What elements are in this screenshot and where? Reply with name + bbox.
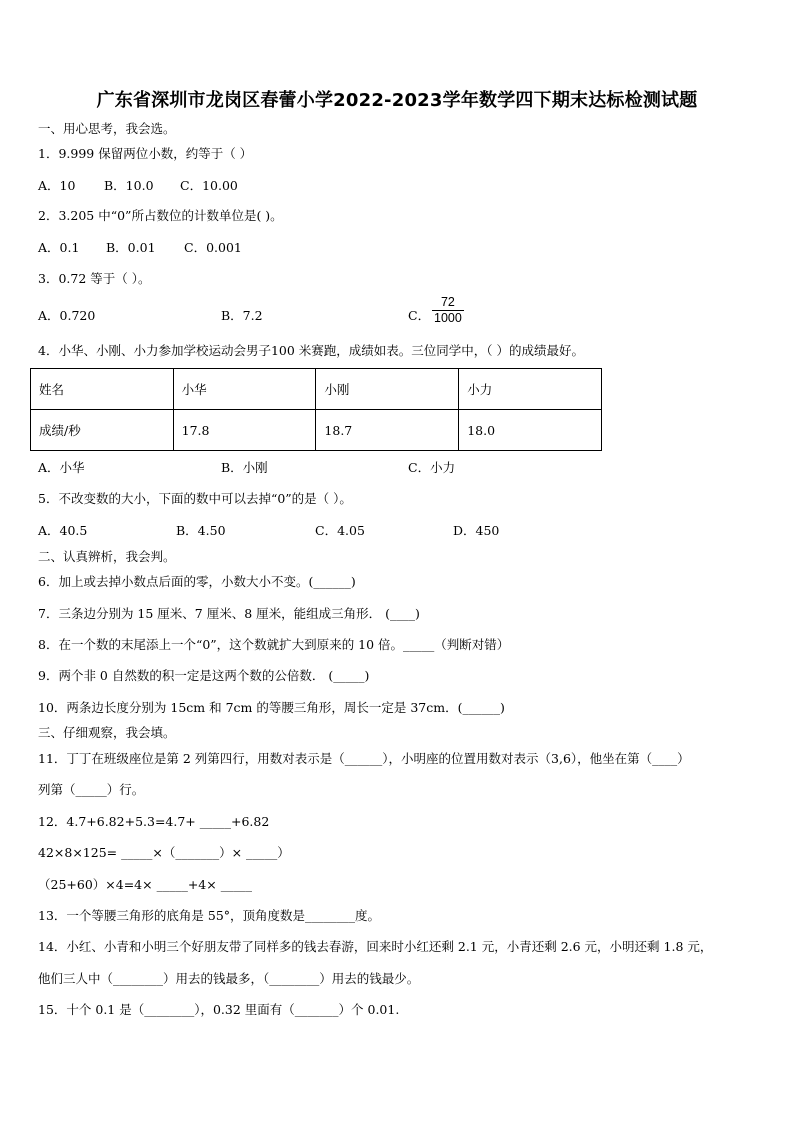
table-cell: 姓名 (31, 369, 174, 410)
question-3: 3．0.72 等于（ ）。 (38, 271, 151, 286)
question-11-cont: 列第（_____）行。 (38, 782, 145, 797)
question-1: 1．9.999 保留两位小数，约等于（ ） (38, 146, 253, 161)
table-cell: 小力 (459, 369, 602, 410)
question-15: 15．十个 0.1 是（________），0.32 里面有（_______）个 0.01. (38, 1002, 400, 1017)
question-14: 14．小红、小青和小明三个好朋友带了同样多的钱去春游，回来时小红还剩 2.1 元，小青还剩 2.6 元，小明还剩 1.8 元， (38, 939, 713, 954)
table-cell: 小刚 (316, 369, 459, 410)
option-a[interactable]: A．0.1 (38, 240, 80, 255)
option-b[interactable]: B．0.01 (106, 240, 156, 255)
question-4: 4．小华、小刚、小力参加学校运动会男子100 米赛跑，成绩如表。三位同学中，（ ）的成绩最好。 (38, 343, 585, 358)
option-c[interactable]: C．0.001 (184, 240, 242, 255)
option-c[interactable]: C．10.00 (180, 178, 238, 193)
question-12-part3: （25+60）×4=4× _____+4× _____ (38, 877, 252, 892)
fraction-denominator: 1000 (434, 311, 462, 325)
question-10: 10．两条边长度分别为 15cm 和 7cm 的等腰三角形，周长一定是 37cm．(______) (38, 700, 505, 715)
question-13: 13．一个等腰三角形的底角是 55°，顶角度数是________度。 (38, 908, 381, 923)
table-cell: 小华 (173, 369, 316, 410)
option-b[interactable]: B．小刚 (221, 460, 268, 475)
table-cell: 18.0 (459, 410, 602, 451)
question-14-cont: 他们三人中（________）用去的钱最多，（________）用去的钱最少。 (38, 971, 420, 986)
table-cell: 成绩/秒 (31, 410, 174, 451)
section-heading-2: 二、认真辨析，我会判。 (38, 549, 176, 564)
option-b[interactable]: B．4.50 (176, 523, 226, 538)
option-a[interactable]: A．40.5 (38, 523, 88, 538)
question-7: 7．三条边分别为 15 厘米、7 厘米、8 厘米，能组成三角形． (____) (38, 606, 420, 621)
table-row (31, 410, 602, 451)
section-heading-1: 一、用心思考，我会选。 (38, 121, 176, 136)
option-b[interactable]: B．10.0 (104, 178, 154, 193)
option-a[interactable]: A．0.720 (38, 308, 96, 323)
table-cell: 18.7 (316, 410, 459, 451)
question-6: 6．加上或去掉小数点后面的零，小数大小不变。(______) (38, 574, 356, 589)
table-cell: 17.8 (173, 410, 316, 451)
question-12: 12．4.7+6.82+5.3=4.7+ _____+6.82 (38, 814, 270, 829)
option-c[interactable]: C．小力 (408, 460, 456, 475)
option-c[interactable]: C． (408, 308, 431, 323)
question-2: 2．3.205 中“0”所占数位的计数单位是( )。 (38, 208, 283, 223)
question-5: 5．不改变数的大小，下面的数中可以去掉“0”的是（ ）。 (38, 491, 352, 506)
question-8: 8．在一个数的末尾添上一个“0”，这个数就扩大到原来的 10 倍。_____（判断对错） (38, 637, 510, 652)
section-heading-3: 三、仔细观察，我会填。 (38, 725, 176, 740)
score-table (30, 368, 602, 451)
question-11: 11．丁丁在班级座位是第 2 列第四行，用数对表示是（______），小明座的位置用数对表示（3,6），他坐在第（____） (38, 751, 690, 766)
option-d[interactable]: D．450 (453, 523, 500, 538)
option-a[interactable]: A．10 (38, 178, 76, 193)
fraction-numerator: 72 (440, 295, 455, 309)
question-9: 9．两个非 0 自然数的积一定是这两个数的公倍数． (_____) (38, 668, 370, 683)
table-header-row (31, 369, 602, 410)
option-b[interactable]: B．7.2 (221, 308, 263, 323)
option-a[interactable]: A．小华 (38, 460, 85, 475)
question-12-part2: 42×8×125= _____×（_______）× _____） (38, 845, 290, 860)
fraction-72-over-1000 (432, 295, 464, 326)
option-c[interactable]: C．4.05 (315, 523, 365, 538)
page-title: 广东省深圳市龙岗区春蕾小学2022-2023学年数学四下期末达标检测试题 (96, 90, 698, 111)
